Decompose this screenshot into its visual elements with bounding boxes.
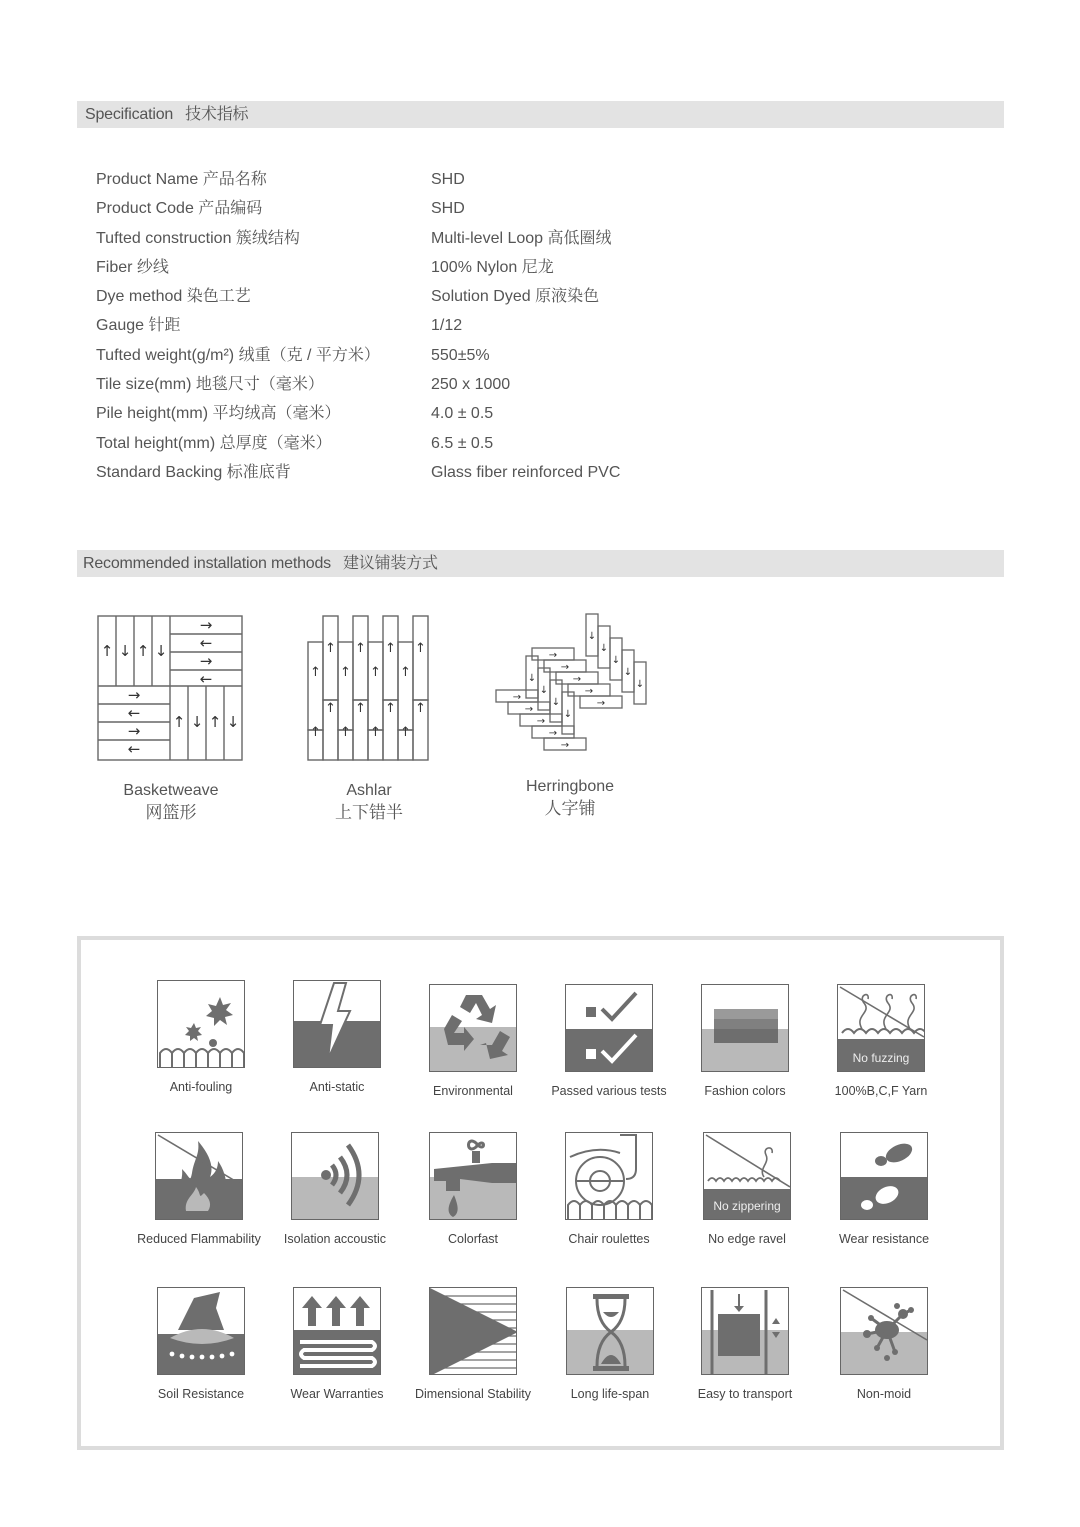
svg-text:→: → bbox=[596, 698, 606, 709]
method-label-cn: 人字铺 bbox=[544, 799, 596, 818]
feature-caption: Passed various tests bbox=[551, 1084, 667, 1098]
svg-text:↓: ↓ bbox=[154, 642, 168, 660]
feature-caption: Isolation accoustic bbox=[283, 1232, 387, 1246]
svg-text:↑: ↑ bbox=[400, 725, 411, 740]
spec-label: Dye method 染色工艺 bbox=[96, 288, 251, 306]
svg-text:→: → bbox=[548, 650, 558, 661]
svg-text:↑: ↑ bbox=[172, 713, 186, 731]
svg-text:→: → bbox=[560, 740, 570, 751]
spec-label: Fiber 纱线 bbox=[96, 258, 169, 276]
svg-text:↓: ↓ bbox=[635, 679, 645, 690]
method-label-en: Ashlar bbox=[346, 782, 392, 799]
svg-text:↑: ↑ bbox=[325, 641, 336, 656]
feature-passed-tests bbox=[539, 984, 679, 1098]
install-header-cn: 建议铺装方式 bbox=[342, 555, 438, 572]
spec-value: 250 x 1000 bbox=[431, 376, 511, 394]
feature-anti-fouling bbox=[131, 980, 271, 1094]
svg-text:→: → bbox=[199, 652, 213, 670]
svg-text:↓: ↓ bbox=[623, 667, 633, 678]
svg-text:↑: ↑ bbox=[370, 665, 381, 680]
spec-label: Product Name 产品名称 bbox=[96, 171, 267, 188]
svg-text:↑: ↑ bbox=[415, 641, 426, 656]
svg-text:↓: ↓ bbox=[226, 713, 240, 731]
footprints-icon bbox=[840, 1132, 928, 1220]
feature-long-life bbox=[540, 1287, 680, 1401]
svg-text:↑: ↑ bbox=[370, 725, 381, 740]
spec-value: SHD bbox=[431, 200, 465, 218]
svg-text:↑: ↑ bbox=[340, 725, 351, 740]
svg-text:←: ← bbox=[199, 634, 213, 652]
spec-label: Tile size(mm) 地毯尺寸（毫米） bbox=[96, 376, 324, 394]
svg-text:↓: ↓ bbox=[599, 643, 609, 654]
feature-edge-ravel bbox=[677, 1132, 817, 1246]
svg-text:↓: ↓ bbox=[587, 631, 597, 642]
ashlar-diagram bbox=[306, 614, 432, 764]
svg-text:↓: ↓ bbox=[527, 673, 537, 684]
installation-header bbox=[77, 550, 1004, 577]
spec-value: 1/12 bbox=[431, 317, 463, 335]
method-basketweave bbox=[96, 614, 246, 824]
spec-label: Tufted construction 簇绒结构 bbox=[96, 229, 300, 247]
svg-text:↑: ↑ bbox=[310, 665, 321, 680]
feature-anti-static bbox=[267, 980, 407, 1094]
feature-caption: Fashion colors bbox=[704, 1084, 786, 1098]
svg-text:↑: ↑ bbox=[385, 701, 396, 716]
spec-value: Glass fiber reinforced PVC bbox=[431, 463, 621, 481]
feature-flammability bbox=[129, 1132, 269, 1246]
icon-inner-text: No fuzzing bbox=[852, 1051, 910, 1065]
stability-icon bbox=[429, 1287, 517, 1375]
feature-colorfast bbox=[403, 1132, 543, 1246]
spec-value: SHD bbox=[431, 171, 465, 188]
method-label-cn: 上下错半 bbox=[335, 803, 403, 822]
basketweave-diagram bbox=[96, 614, 246, 764]
svg-text:↑: ↑ bbox=[355, 701, 366, 716]
feature-caption: No edge ravel bbox=[708, 1232, 786, 1246]
feature-caption: Dimensional Stability bbox=[414, 1387, 532, 1401]
feature-dimensional-stability bbox=[403, 1287, 543, 1401]
lightning-icon bbox=[293, 980, 381, 1068]
recycle-icon bbox=[429, 984, 517, 1072]
svg-text:←: ← bbox=[199, 670, 213, 688]
feature-yarn bbox=[811, 984, 951, 1098]
color-bands-icon bbox=[701, 984, 789, 1072]
svg-text:↑: ↑ bbox=[400, 665, 411, 680]
feature-caption: Long life-span bbox=[570, 1387, 650, 1401]
svg-text:↓: ↓ bbox=[563, 709, 573, 720]
spec-value: 4.0 ± 0.5 bbox=[431, 405, 494, 423]
spec-value: Multi-level Loop 高低圈绒 bbox=[431, 229, 612, 247]
feature-caption: Wear Warranties bbox=[290, 1387, 384, 1401]
method-ashlar bbox=[306, 614, 432, 824]
method-label-en: Herringbone bbox=[525, 778, 615, 795]
svg-text:↑: ↑ bbox=[136, 642, 150, 660]
spec-label: Standard Backing 标准底背 bbox=[96, 463, 291, 481]
spec-value: 550±5% bbox=[431, 346, 490, 364]
svg-text:→: → bbox=[127, 686, 141, 704]
feature-caption: Colorfast bbox=[447, 1232, 499, 1246]
svg-text:↓: ↓ bbox=[551, 697, 561, 708]
svg-text:→: → bbox=[584, 686, 594, 697]
no-zippering-icon bbox=[703, 1132, 791, 1220]
spec-label: Gauge 针距 bbox=[96, 317, 181, 335]
feature-acoustic bbox=[265, 1132, 405, 1246]
icon-inner-text: No zippering bbox=[713, 1199, 781, 1213]
spec-label: Product Code 产品编码 bbox=[96, 200, 263, 218]
svg-text:→: → bbox=[524, 704, 534, 715]
install-header-en: Recommended installation methods bbox=[83, 555, 331, 572]
feature-fashion-colors bbox=[675, 984, 815, 1098]
svg-text:↑: ↑ bbox=[310, 725, 321, 740]
feature-soil-resistance bbox=[131, 1287, 271, 1401]
spec-label: Tufted weight(g/m²) 绒重（克 / 平方米） bbox=[96, 346, 380, 364]
feature-non-mold bbox=[814, 1287, 954, 1401]
svg-text:←: ← bbox=[127, 704, 141, 722]
feature-caption: Soil Resistance bbox=[157, 1387, 245, 1401]
spec-value: Solution Dyed 原液染色 bbox=[431, 288, 600, 306]
svg-text:→: → bbox=[572, 674, 582, 685]
svg-text:→: → bbox=[512, 692, 522, 703]
svg-text:↓: ↓ bbox=[190, 713, 204, 731]
spec-label: Total height(mm) 总厚度（毫米） bbox=[96, 434, 332, 452]
svg-text:↑: ↑ bbox=[340, 665, 351, 680]
arrows-up-icon bbox=[293, 1287, 381, 1375]
svg-text:↑: ↑ bbox=[100, 642, 114, 660]
spec-value: 100% Nylon 尼龙 bbox=[431, 258, 554, 276]
svg-text:↑: ↑ bbox=[208, 713, 222, 731]
svg-text:→: → bbox=[127, 722, 141, 740]
svg-text:←: ← bbox=[127, 740, 141, 758]
spec-header-en: Specification bbox=[85, 106, 174, 123]
feature-caption: Anti-fouling bbox=[169, 1080, 233, 1094]
svg-text:→: → bbox=[536, 716, 546, 727]
feature-caption: Chair roulettes bbox=[568, 1232, 650, 1246]
features-panel bbox=[77, 936, 1004, 1450]
svg-text:↓: ↓ bbox=[611, 655, 621, 666]
feature-caption: Reduced Flammability bbox=[137, 1232, 261, 1246]
soil-icon bbox=[157, 1287, 245, 1375]
sound-waves-icon bbox=[291, 1132, 379, 1220]
feature-caption: Non-moid bbox=[856, 1387, 912, 1401]
spec-header-cn: 技术指标 bbox=[185, 106, 249, 123]
feature-caption: Wear resistance bbox=[838, 1232, 930, 1246]
method-label-cn: 网篮形 bbox=[145, 803, 197, 822]
svg-text:→: → bbox=[560, 662, 570, 673]
anti-fouling-icon bbox=[157, 980, 245, 1068]
svg-text:↑: ↑ bbox=[355, 641, 366, 656]
flame-icon bbox=[155, 1132, 243, 1220]
svg-text:↓: ↓ bbox=[539, 685, 549, 696]
svg-text:↑: ↑ bbox=[385, 641, 396, 656]
feature-caption: Easy to transport bbox=[697, 1387, 793, 1401]
feature-transport bbox=[675, 1287, 815, 1401]
feature-chair-roulettes bbox=[539, 1132, 679, 1246]
feature-caption: Environmental bbox=[433, 1084, 513, 1098]
method-herringbone bbox=[492, 612, 648, 820]
specification-header bbox=[77, 101, 1004, 128]
hourglass-icon bbox=[566, 1287, 654, 1375]
faucet-icon bbox=[429, 1132, 517, 1220]
method-label-en: Basketweave bbox=[123, 782, 219, 799]
svg-text:→: → bbox=[548, 728, 558, 739]
feature-caption: Anti-static bbox=[309, 1080, 365, 1094]
checkmark-icon bbox=[565, 984, 653, 1072]
herringbone-diagram bbox=[492, 612, 648, 757]
svg-text:→: → bbox=[199, 616, 213, 634]
spec-value: 6.5 ± 0.5 bbox=[431, 434, 494, 452]
feature-wear-warranties bbox=[267, 1287, 407, 1401]
feature-environmental bbox=[403, 984, 543, 1098]
feature-wear-resistance bbox=[814, 1132, 954, 1246]
svg-text:↑: ↑ bbox=[415, 701, 426, 716]
spec-label: Pile height(mm) 平均绒高（毫米） bbox=[96, 405, 341, 423]
svg-text:↓: ↓ bbox=[118, 642, 132, 660]
transport-icon bbox=[701, 1287, 789, 1375]
chair-wheel-icon bbox=[565, 1132, 653, 1220]
no-fuzzing-icon bbox=[837, 984, 925, 1072]
feature-caption: 100%B,C,F Yarn bbox=[834, 1084, 928, 1098]
no-mold-icon bbox=[840, 1287, 928, 1375]
svg-text:↑: ↑ bbox=[325, 701, 336, 716]
